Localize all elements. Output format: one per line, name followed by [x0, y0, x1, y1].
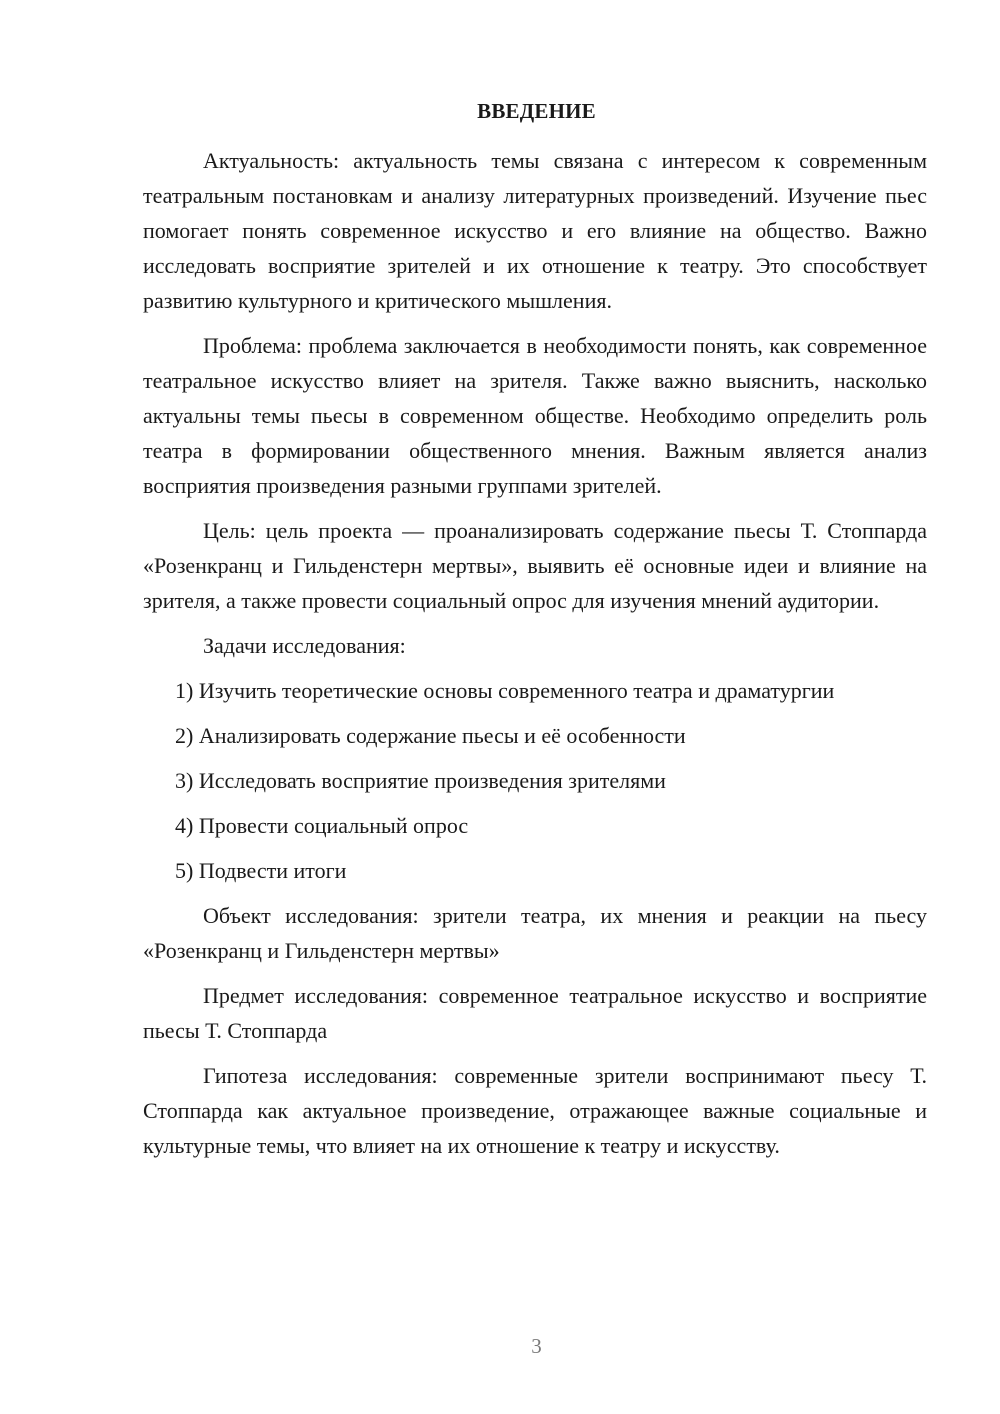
problem-paragraph: Проблема: проблема заключается в необходимости понять, как современное театральное искусство влияет на зрителя. Также важно выяснить, насколько актуальны темы пьесы в современном обществе. Необходимо определить роль театра в формировании общественного мнения. Важным является анализ восприятия произведения разными группами зрителей.	[143, 333, 927, 498]
subject-paragraph: Предмет исследования: современное театральное искусство и восприятие пьесы Т. Стоппарда	[143, 983, 927, 1043]
goal-paragraph: Цель: цель проекта — проанализировать содержание пьесы Т. Стоппарда «Розенкранц и Гильденстерн мертвы», выявить её основные идеи и влияние на зрителя, а также провести социальный опрос для изучения мнений аудитории.	[143, 518, 927, 613]
task-item: 3) Исследовать восприятие произведения зрителями	[175, 768, 666, 793]
task-item: 1) Изучить теоретические основы современного театра и драматургии	[175, 678, 835, 703]
section-title: ВВЕДЕНИЕ	[477, 99, 596, 123]
tasks-heading: Задачи исследования:	[203, 633, 406, 658]
task-item: 4) Провести социальный опрос	[175, 813, 469, 838]
page-number: 3	[531, 1334, 542, 1358]
document-body	[143, 143, 927, 1173]
actuality-paragraph: Актуальность: актуальность темы связана с интересом к современным театральным постановкам и анализу литературных произведений. Изучение пьес помогает понять современное искусство и его влияние на общество. Важно исследовать восприятие зрителей и их отношение к театру. Это способствует развитию культурного и критического мышления.	[143, 148, 927, 313]
task-item: 2) Анализировать содержание пьесы и её особенности	[175, 723, 686, 748]
object-paragraph: Объект исследования: зрители театра, их мнения и реакции на пьесу «Розенкранц и Гильденстерн мертвы»	[143, 903, 927, 963]
hypothesis-paragraph: Гипотеза исследования: современные зрители воспринимают пьесу Т. Стоппарда как актуальное произведение, отражающее важные социальные и культурные темы, что влияет на их отношение к театру и искусству.	[143, 1063, 927, 1158]
task-item: 5) Подвести итоги	[175, 858, 347, 883]
tasks-list	[143, 673, 927, 888]
